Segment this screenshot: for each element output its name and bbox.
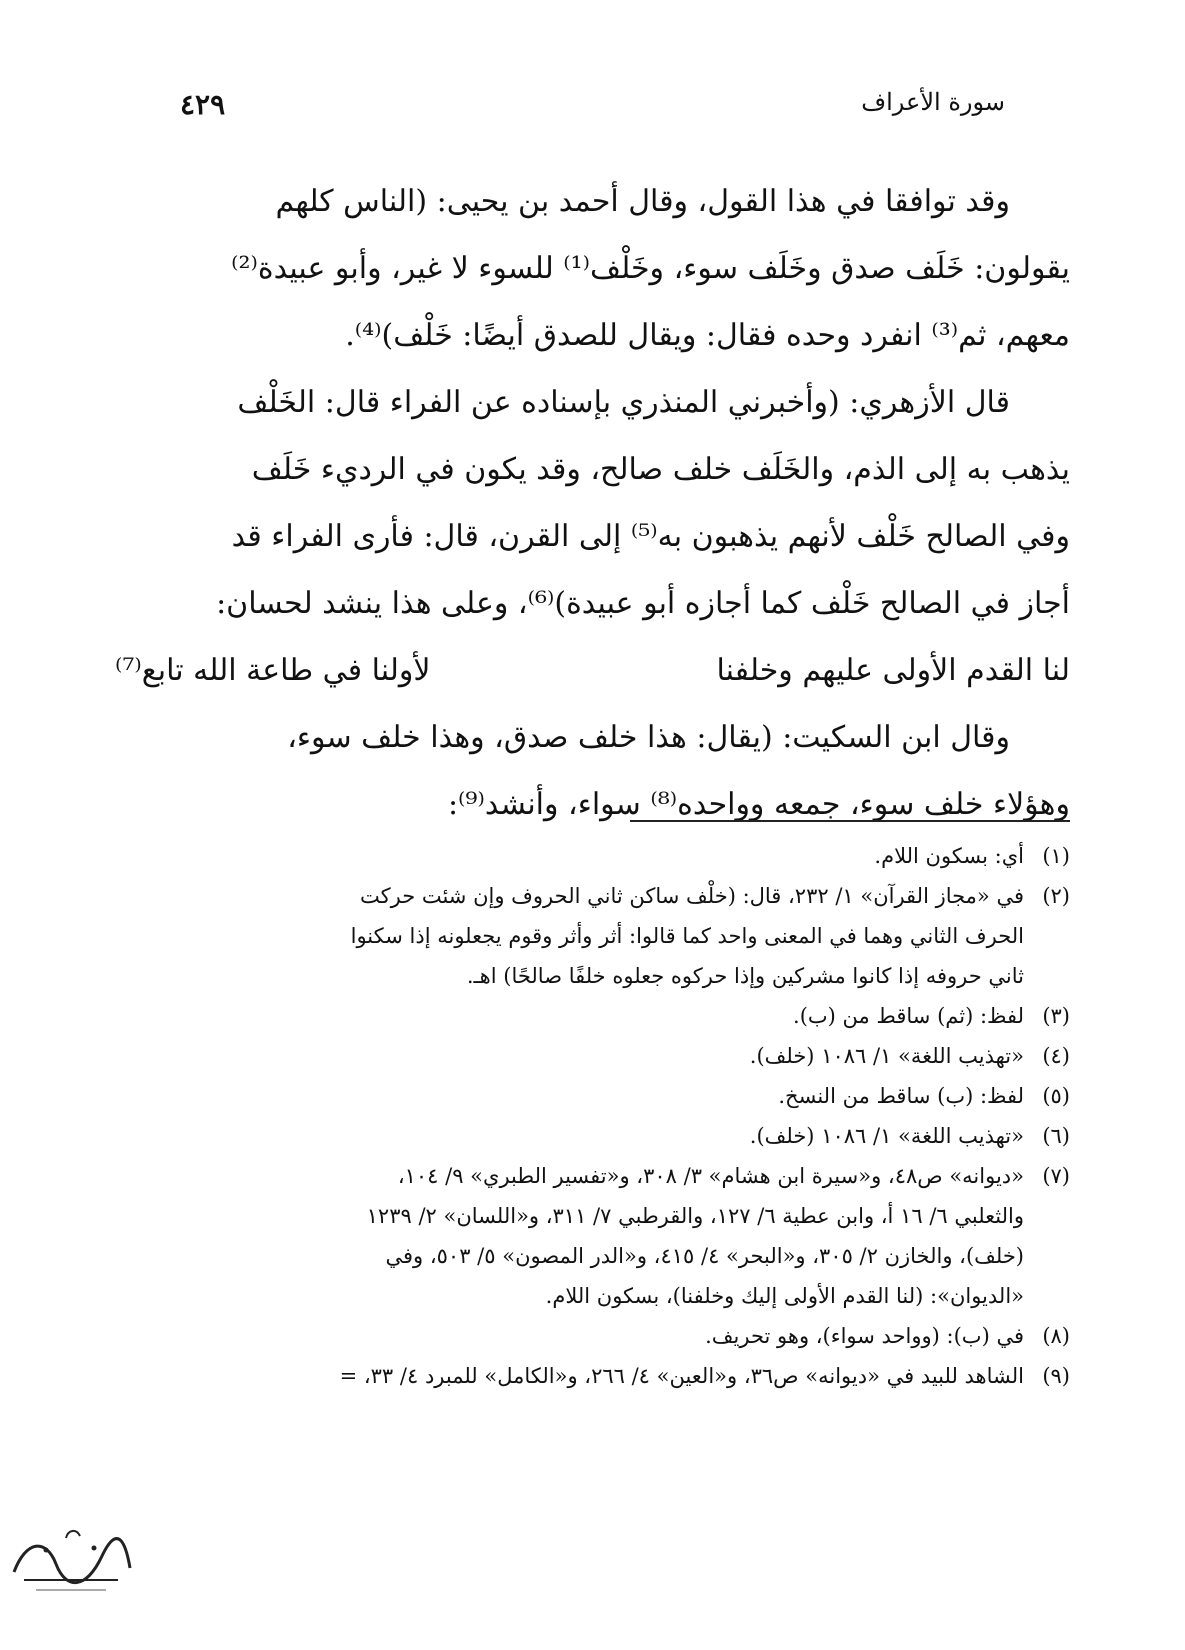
verse-second-hemistich: لأولنا في طاعة الله تابع⁽⁷⁾ — [115, 653, 431, 688]
footnote — [115, 1316, 1070, 1356]
calligraphy-stamp-logo — [6, 1520, 136, 1600]
text-line: قال الأزهري: (وأخبرني المنذري بإسناده عن الفراء قال: الخَلْف — [237, 385, 1010, 420]
text-line: وهؤلاء خلف سوء، جمعه وواحده⁽⁸⁾ سواء، وأنشد⁽⁹⁾: — [447, 787, 1070, 822]
footnote — [115, 836, 1070, 876]
text-line: وقد توافقا في هذا القول، وقال أحمد بن يحيى: (الناس كلهم — [275, 184, 1010, 219]
page-number: ٤٢٩ — [180, 88, 226, 121]
text-line: يذهب به إلى الذم، والخَلَف خلف صالح، وقد يكون في الرديء خَلَف — [251, 452, 1070, 487]
footnote — [115, 1076, 1070, 1116]
footnote — [115, 1356, 1070, 1396]
footnote-text: «ديوانه» ص٤٨، و«سيرة ابن هشام» ٣/ ٣٠٨، و«تفسير الطبري» ٩/ ١٠٤، والثعلبي ٦/ ١٦ أ، وابن عطية ٦/ ١٢٧، والقرطبي ٧/ ٣١١، و«اللسان» ٢/ ١٢٣٩ (خلف)، والخازن ٢/ ٣٠٥، و«البحر» ٤/ ٤١٥، و«الدر المصون» ٥/ ٥٠٣، وفي «الديوان»: (لنا القدم الأولى إليك وخلفنا)، بسكون اللام. — [366, 1164, 1024, 1308]
footnote-separator — [630, 820, 1070, 822]
main-text — [115, 172, 1070, 842]
verse-first-hemistich: لنا القدم الأولى عليهم وخلفنا — [716, 653, 1070, 688]
surah-title: سورة الأعراف — [861, 88, 1005, 116]
footnotes — [115, 836, 1070, 1396]
footnote-number: (٨) — [1042, 1324, 1070, 1348]
text-line: وقال ابن السكيت: (يقال: هذا خلف صدق، وهذا خلف سوء، — [287, 720, 1010, 755]
footnote-number: (١) — [1042, 844, 1070, 868]
footnote-text: لفظ: (ب) ساقط من النسخ. — [778, 1084, 1024, 1108]
footnote-text: الشاهد للبيد في «ديوانه» ص٣٦، و«العين» ٤/ ٢٦٦، و«الكامل» للمبرد ٤/ ٣٣، = — [339, 1364, 1024, 1388]
footnote-number: (٣) — [1042, 1004, 1070, 1028]
footnote-text: في (ب): (وواحد سواء)، وهو تحريف. — [705, 1324, 1024, 1348]
footnote-number: (٥) — [1042, 1084, 1070, 1108]
text-line: يقولون: خَلَف صدق وخَلَف سوء، وخَلْف⁽¹⁾ للسوء لا غير، وأبو عبيدة⁽²⁾ — [231, 251, 1070, 286]
stamp-logo-icon — [6, 1520, 136, 1600]
footnote-text: «تهذيب اللغة» ١/ ١٠٨٦ (خلف). — [749, 1124, 1024, 1148]
footnote — [115, 996, 1070, 1036]
footnote-number: (٦) — [1042, 1124, 1070, 1148]
footnote-text: لفظ: (ثم) ساقط من (ب). — [793, 1004, 1024, 1028]
text-line: أجاز في الصالح خَلْف كما أجازه أبو عبيدة)⁽⁶⁾، وعلى هذا ينشد لحسان: — [216, 586, 1070, 621]
footnote-number: (٩) — [1042, 1364, 1070, 1388]
footnote-text: أي: بسكون اللام. — [874, 844, 1024, 868]
footnote — [115, 876, 1070, 996]
poetry-verse — [115, 641, 1070, 708]
text-line: معهم، ثم⁽³⁾ انفرد وحده فقال: ويقال للصدق أيضًا: خَلْف)⁽⁴⁾. — [345, 318, 1070, 353]
footnote — [115, 1156, 1070, 1316]
footnote-number: (٧) — [1042, 1164, 1070, 1188]
footnote — [115, 1036, 1070, 1076]
footnote-number: (٢) — [1042, 884, 1070, 908]
page-header — [180, 88, 1005, 128]
footnote-text: «تهذيب اللغة» ١/ ١٠٨٦ (خلف). — [749, 1044, 1024, 1068]
footnote-text: في «مجاز القرآن» ١/ ٢٣٢، قال: (خلْف ساكن ثاني الحروف وإن شئت حركت الحرف الثاني وهما في المعنى واحد كما قالوا: أثر وأثر وقوم يجعلونه إذا سكنوا ثاني حروفه إذا كانوا مشركين وإذا حركوه جعلوه خلفًا صالحًا) اهـ. — [350, 884, 1024, 988]
text-line: وفي الصالح خَلْف لأنهم يذهبون به⁽⁵⁾ إلى القرن، قال: فأرى الفراء قد — [231, 519, 1070, 554]
footnote-number: (٤) — [1042, 1044, 1070, 1068]
footnote — [115, 1116, 1070, 1156]
